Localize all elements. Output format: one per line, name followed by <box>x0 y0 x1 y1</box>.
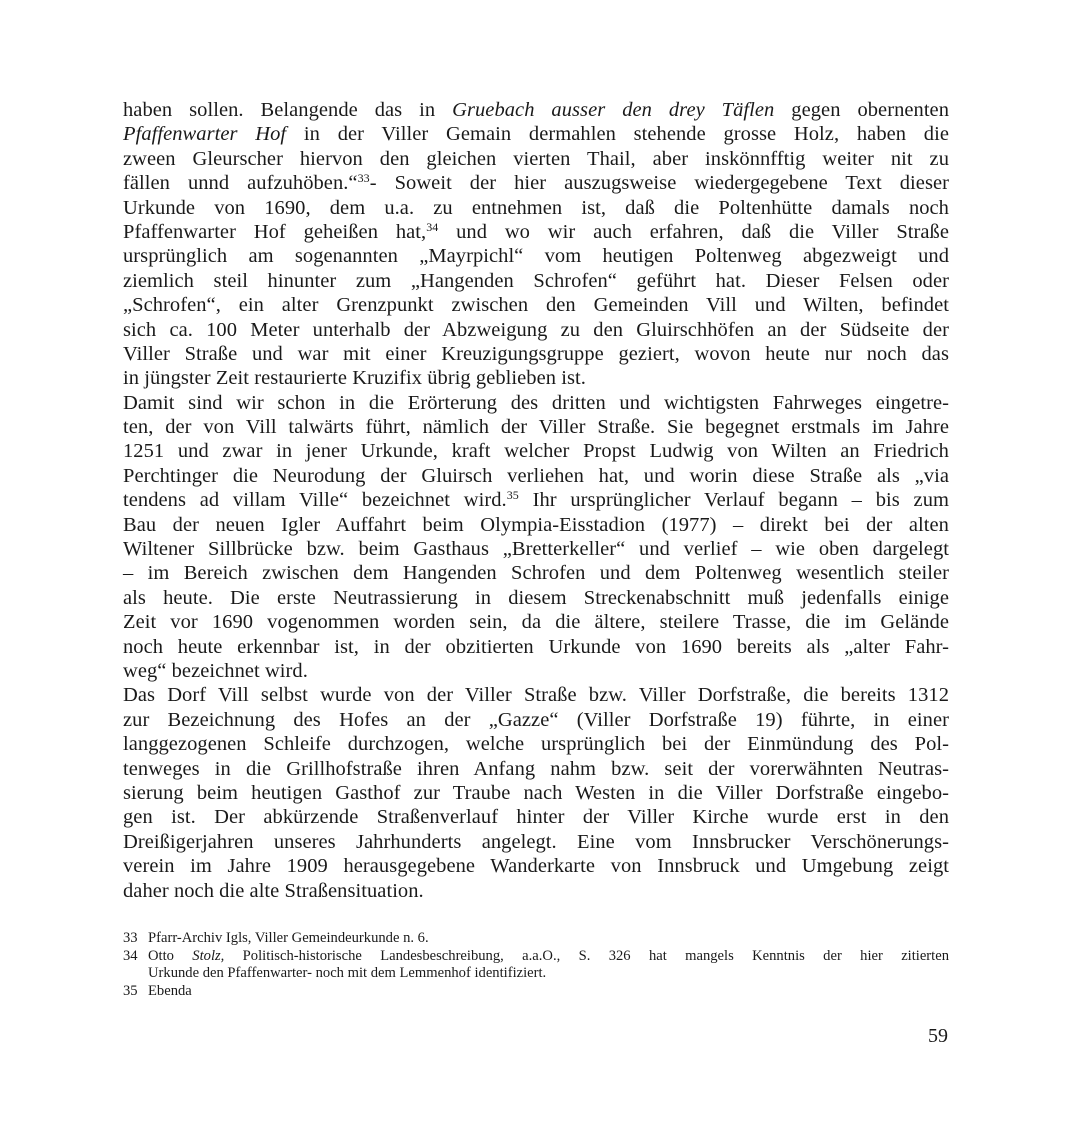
footnote-number: 35 <box>123 982 138 999</box>
footnote-reference: 34 <box>426 219 439 234</box>
text-line: tendens ad villam Ville“ bezeichnet wird.$^{35}$ Ihr ursprünglicher Verlauf begann – bis zum <box>123 488 949 512</box>
text-line: 1251 und zwar in jener Urkunde, kraft welcher Propst Ludwig von Wilten an Friedrich <box>123 440 949 463</box>
text-line: Pfaffenwarter Hof in der Viller Gemain dermahlen stehende grosse Holz, haben die <box>123 123 949 146</box>
text-line: fällen unnd aufzuhöben.“$^{33}$- Soweit der hier auszugsweise wiedergegebene Text dieser <box>123 171 950 195</box>
text-line: noch heute erkennbar ist, in der obzitierten Urkunde von 1690 bereits als „alter Fahr- <box>123 635 949 658</box>
text-line: ziemlich steil hinunter zum „Hangenden Schrofen“ geführt hat. Dieser Felsen oder <box>123 269 949 292</box>
footnote-34-continuation: Urkunde den Pfaffenwarter- noch mit dem Lemmenhof identifiziert. <box>148 965 547 981</box>
text-line: „Schrofen“, ein alter Grenzpunkt zwischen den Gemeinden Vill und Wilten, befindet <box>123 294 949 317</box>
text-line: haben sollen. Belangende das in Gruebach ausser den drey Täflen gegen obernenten <box>123 99 950 121</box>
footnote-reference: 35 <box>506 488 519 503</box>
text-line: verein im Jahre 1909 herausgegebene Wanderkarte von Innsbruck und Umgebung zeigt <box>123 855 949 878</box>
text-line: ursprünglich am sogenannten „Mayrpichl“ vom heutigen Poltenweg abgezweigt und <box>123 245 949 268</box>
text-line: Viller Straße und war mit einer Kreuzigungsgruppe geziert, wovon heute nur noch das <box>123 342 949 365</box>
body-text <box>123 98 949 903</box>
footnote-35 <box>123 983 949 1001</box>
text-line: Dreißigerjahren unseres Jahrhunderts angelegt. Eine vom Innsbrucker Verschönerungs- <box>123 830 949 853</box>
text-line: ten, der von Vill talwärts führt, nämlich der Viller Straße. Sie begegnet erstmals im Jahre <box>123 416 949 439</box>
text-line: Das Dorf Vill selbst wurde von der Viller Straße bzw. Viller Dorfstraße, die bereits 1312 <box>123 684 949 707</box>
footnotes <box>123 930 949 1000</box>
footnote-reference: 33 <box>357 171 370 186</box>
footnote-text-part: Otto <box>148 947 193 964</box>
text-line: Urkunde von 1690, dem u.a. zu entnehmen ist, daß die Poltenhütte damals noch <box>123 196 949 219</box>
footnote-number: 34 <box>123 947 138 964</box>
text-line: – im Bereich zwischen dem Hangenden Schrofen und dem Poltenweg wesentlich steiler <box>123 562 949 585</box>
text-line: Perchtinger die Neurodung der Gluirsch verliehen hat, und worin diese Straße als „via <box>123 464 949 487</box>
text-line: Damit sind wir schon in die Erörterung des dritten und wichtigsten Fahrweges eingetre- <box>123 391 949 414</box>
text-line: als heute. Die erste Neutrassierung in diesem Streckenabschnitt muß jedenfalls einige <box>123 586 949 609</box>
footnote-text: Ebenda <box>148 982 192 999</box>
text-line: tenweges in die Grillhofstraße ihren Anfang nahm bzw. seit der vorerwähnten Neutras- <box>123 757 949 780</box>
footnote-author-italic: Stolz, <box>192 947 225 964</box>
text-line: daher noch die alte Straßensituation. <box>123 879 424 902</box>
text-line: sierung beim heutigen Gasthof zur Traube nach Westen in die Viller Dorfstraße eingebo- <box>123 781 949 804</box>
text-line: zur Bezeichnung des Hofes an der „Gazze“ (Viller Dorfstraße 19) führte, in einer <box>123 708 949 731</box>
text-line: Pfaffenwarter Hof geheißen hat,$^{34}$ und wo wir auch erfahren, daß die Viller Straße <box>123 219 950 243</box>
footnote-34 <box>123 948 949 966</box>
footnote-text <box>148 948 949 964</box>
text-line: Zeit vor 1690 vogenommen worden sein, da die ältere, steilere Trasse, die im Gelände <box>123 611 949 634</box>
text-line: weg“ bezeichnet wird. <box>123 659 308 682</box>
text-line: Bau der neuen Igler Auffahrt beim Olympia-Eisstadion (1977) – direkt bei der alten <box>123 513 949 536</box>
text-line: zween Gleurscher hiervon den gleichen vierten Thail, aber inskönnfftig weiter nit zu <box>123 147 949 170</box>
text-line: gen ist. Der abkürzende Straßenverlauf hinter der Viller Kirche wurde erst in den <box>123 806 949 829</box>
text-line: in jüngster Zeit restaurierte Kruzifix übrig geblieben ist. <box>123 367 586 390</box>
footnote-text: Pfarr-Archiv Igls, Viller Gemeindeurkunde n. 6. <box>148 930 429 946</box>
text-line: langgezogenen Schleife durchzogen, welche ursprünglich bei der Einmündung des Pol- <box>123 733 949 756</box>
italic-text: Pfaffenwarter Hof <box>123 123 287 146</box>
text-line: sich ca. 100 Meter unterhalb der Abzweigung zu den Gluirschhöfen an der Südseite der <box>123 318 949 341</box>
text-line: Wiltener Sillbrücke bzw. beim Gasthaus „Bretterkeller“ und verlief – wie oben dargelegt <box>123 538 949 561</box>
footnote-number: 33 <box>123 930 138 946</box>
footnote-33 <box>123 930 949 948</box>
footnote-text-part: Politisch-historische Landesbeschreibung, a.a.O., S. 326 hat mangels Kenntnis der hier zitierten <box>224 947 949 964</box>
page-number: 59 <box>928 1025 948 1047</box>
italic-text: Gruebach ausser den drey Täflen <box>452 99 775 121</box>
